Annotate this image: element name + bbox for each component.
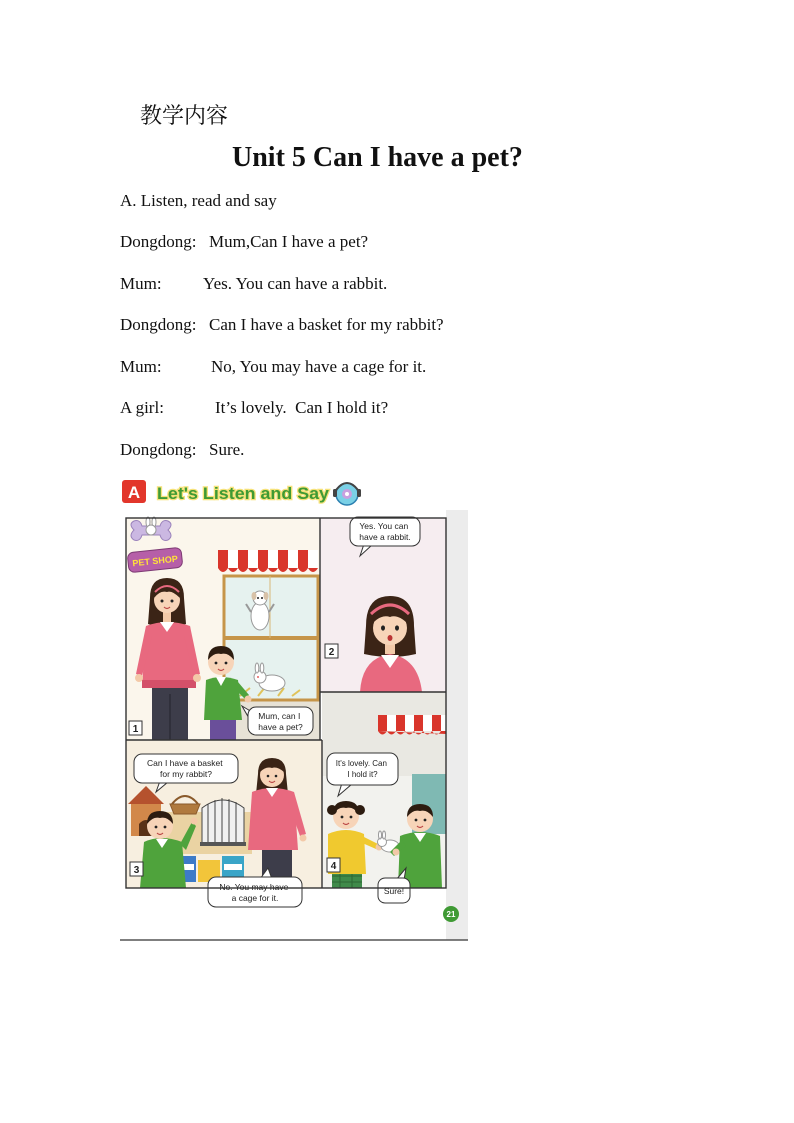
comic-header-title: Let's Listen and Say xyxy=(157,485,330,503)
dialogue-text: Mum,Can I have a pet? xyxy=(209,232,369,251)
dialogue-speaker: Mum: xyxy=(120,357,162,376)
speech-bubble xyxy=(242,706,313,735)
dialogue-text: It’s lovely. Can I hold it? xyxy=(215,398,389,417)
bubble-line: It's lovely. Can xyxy=(335,759,387,768)
dialogue-line xyxy=(120,274,680,294)
dialogue-speaker: A girl: xyxy=(120,398,164,417)
panel-number-label xyxy=(327,858,340,872)
pet-cage xyxy=(200,798,246,846)
dialogue-line xyxy=(120,315,680,335)
bubble-line: No. You may have xyxy=(219,882,289,892)
comic-header xyxy=(122,480,361,505)
dialogue-text: Sure. xyxy=(209,440,245,459)
panel-3 xyxy=(128,754,307,907)
dialogue-speaker: Dongdong: xyxy=(120,315,197,334)
dialogue-line xyxy=(120,398,680,418)
bubble-line: for my rabbit? xyxy=(160,769,212,779)
dialogue-text: No, You may have a cage for it. xyxy=(211,357,427,376)
bubble-line: have a pet? xyxy=(258,722,303,732)
section-badge-letter: A xyxy=(127,483,141,502)
bubble-line: have a rabbit. xyxy=(359,532,411,542)
dialogue-text: Yes. You can have a rabbit. xyxy=(203,274,388,293)
bubble-line: I hold it? xyxy=(347,770,378,779)
dialogue-line xyxy=(120,357,680,377)
dialogue-line xyxy=(120,440,680,460)
bubble-line: Can I have a basket xyxy=(147,758,223,768)
bubble-text: Sure! xyxy=(383,886,405,896)
dialogue-line xyxy=(120,232,680,252)
bubble-line: Yes. You can xyxy=(359,521,409,531)
comic-illustration xyxy=(120,474,470,944)
unit-title: Unit 5 Can I have a pet? xyxy=(232,142,523,173)
bubble-line: Mum, can I xyxy=(258,711,301,721)
panel-number: 4 xyxy=(330,861,337,872)
bubble-line: a cage for it. xyxy=(231,893,279,903)
dialogue-speaker: Dongdong: xyxy=(120,440,197,459)
listening-cd-icon xyxy=(333,483,361,505)
section-heading: 教学内容 xyxy=(140,104,229,129)
textbook-page-number xyxy=(443,906,459,922)
activity-heading: A. Listen, read and say xyxy=(120,191,277,210)
panel-number-label xyxy=(129,721,142,735)
bubble-text xyxy=(359,521,411,542)
dialogue-text: Can I have a basket for my rabbit? xyxy=(209,315,444,334)
panel-number: 1 xyxy=(132,724,139,735)
pet-shop-sign-text: PET SHOP xyxy=(131,553,179,569)
dialogue-speaker: Mum: xyxy=(120,274,162,293)
panel-number-label xyxy=(325,644,338,658)
bubble-text xyxy=(258,711,303,732)
page-number-text: 21 xyxy=(446,910,456,919)
panel-number: 2 xyxy=(328,647,335,658)
panel-1 xyxy=(127,517,320,740)
scan-edge xyxy=(446,510,468,940)
panel-number-label xyxy=(130,862,143,876)
panel-number: 3 xyxy=(133,865,140,876)
dialogue-speaker: Dongdong: xyxy=(120,232,197,251)
